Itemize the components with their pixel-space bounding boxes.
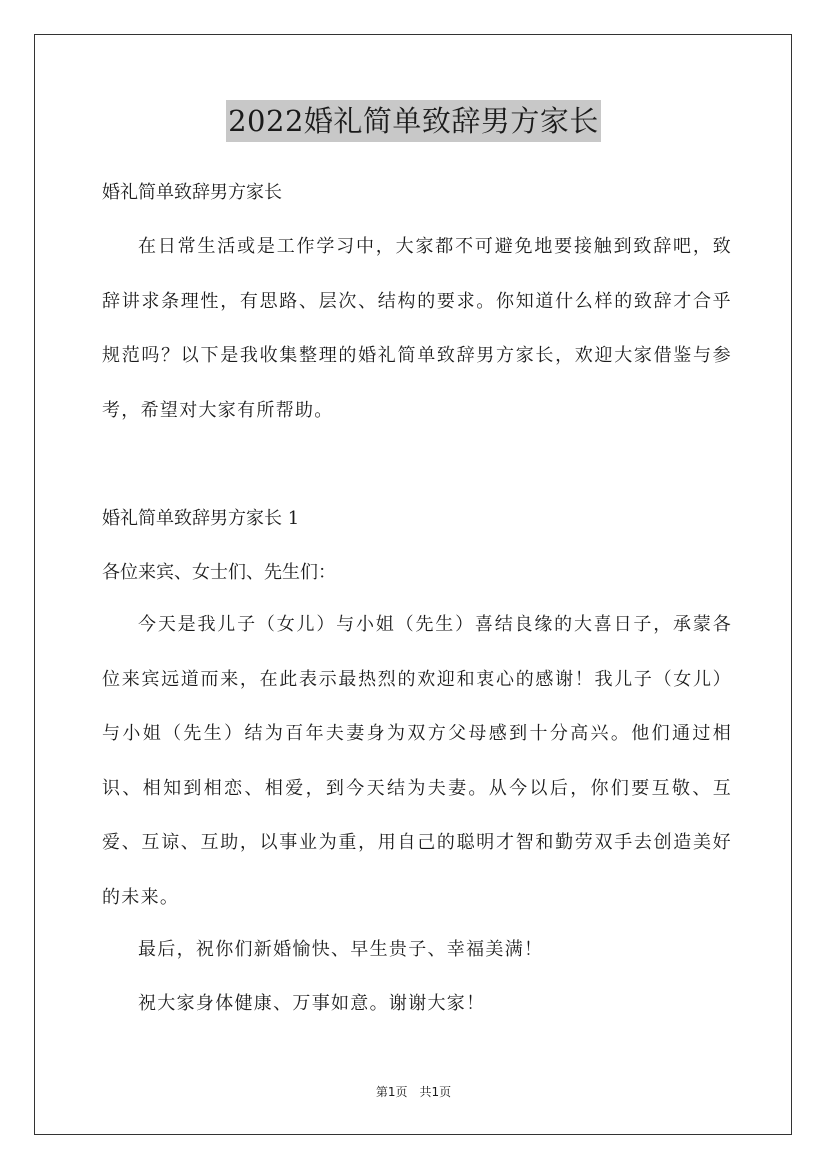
document-subtitle: 婚礼简单致辞男方家长	[102, 182, 282, 203]
document-title: 2022婚礼简单致辞男方家长	[226, 100, 601, 142]
closing-line-1: 最后，祝你们新婚愉快、早生贵子、幸福美满！	[138, 939, 544, 960]
greeting-line: 各位来宾、女士们、先生们：	[102, 562, 336, 583]
section-heading: 婚礼简单致辞男方家长 1	[102, 508, 300, 529]
speech-body-paragraph: 今天是我儿子（女儿）与小姐（先生）喜结良缘的大喜日子，承蒙各位来宾远道而来，在此表示最热烈的欢迎和衷心的感谢！我儿子（女儿）与小姐（先生）结为百年夫妻身为双方父母感到十分高兴。他们通过相识、相知到相恋、相爱，到今天结为夫妻。从今以后，你们要互敬、互爱、互谅、互助，以事业为重，用自己的聪明才智和勤劳双手去创造美好的未来。	[102, 614, 732, 908]
intro-paragraph: 在日常生活或是工作学习中，大家都不可避免地要接触到致辞吧，致辞讲求条理性，有思路、层次、结构的要求。你知道什么样的致辞才合乎规范吗？以下是我收集整理的婚礼简单致辞男方家长，欢迎大家借鉴与参考，希望对大家有所帮助。	[102, 236, 732, 421]
closing-line-2: 祝大家身体健康、万事如意。谢谢大家！	[138, 993, 486, 1014]
page-number: 第1页 共1页	[375, 1085, 452, 1099]
title-container	[0, 100, 827, 142]
